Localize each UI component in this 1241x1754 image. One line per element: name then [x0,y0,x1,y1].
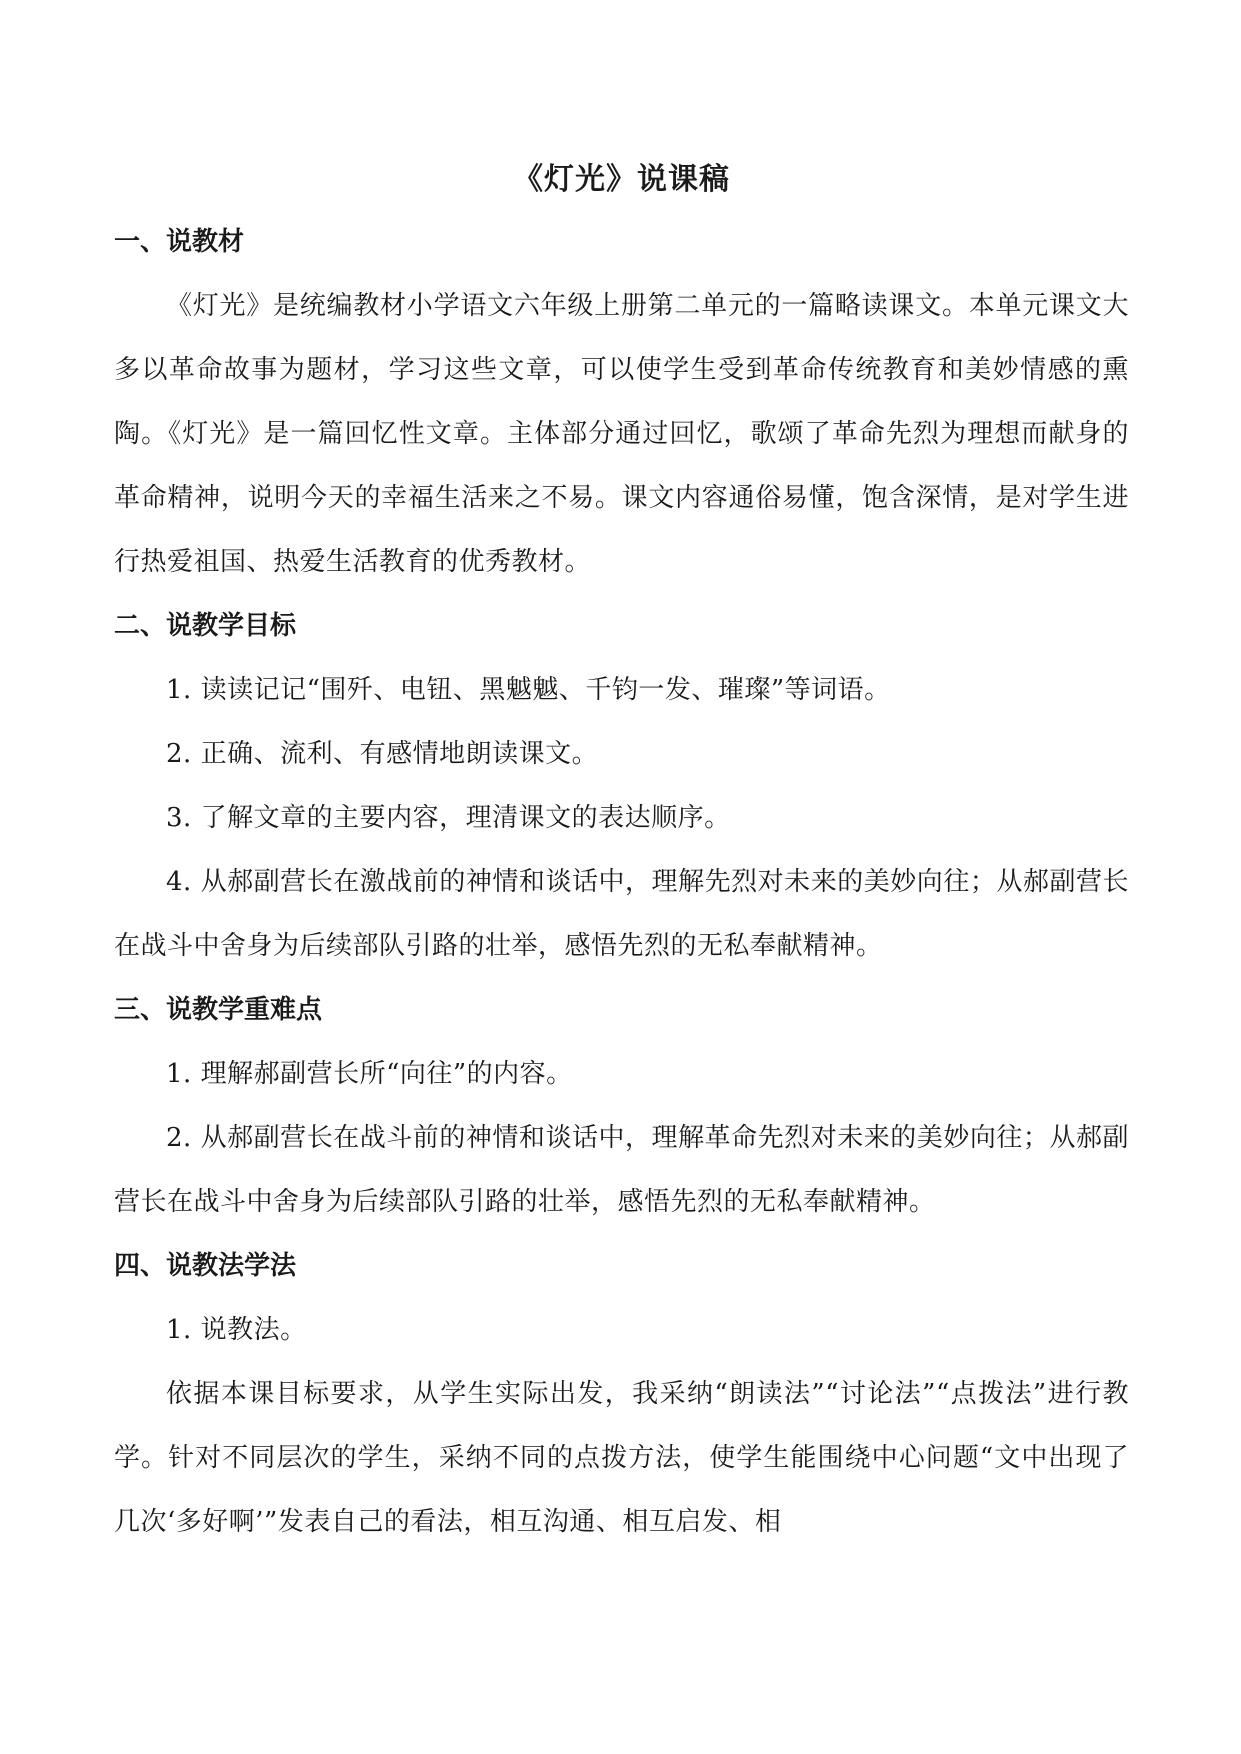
objective-item-2: 2. 正确、流利、有感情地朗读课文。 [166,739,599,769]
document-title: 《灯光》说课稿 [513,162,730,197]
key-point-item-1: 1. 理解郝副营长所“向往”的内容。 [166,1059,573,1089]
paragraph-teaching-material: 《灯光》是统编教材小学语文六年级上册第二单元的一篇略读课文。本单元课文大多以革命故事为题材，学习这些文章，可以使学生受到革命传统教育和美妙情感的熏陶。《灯光》是一篇回忆性文章。主体部分通过回忆，歌颂了革命先烈为理想而献身的革命精神，说明今天的幸福生活来之不易。课文内容通俗易懂，饱含深情，是对学生进行热爱祖国、热爱生活教育的优秀教材。 [114,291,1129,577]
key-point-item-2: 2. 从郝副营长在战斗前的神情和谈话中，理解革命先烈对未来的美妙向往；从郝副营长在战斗中舍身为后续部队引路的壮举，感悟先烈的无私奉献精神。 [114,1123,1129,1217]
objective-item-3: 3. 了解文章的主要内容，理清课文的表达顺序。 [166,803,731,833]
objective-item-4: 4. 从郝副营长在激战前的神情和谈话中，理解先烈对未来的美妙向往；从郝副营长在战斗中舍身为后续部队引路的壮举，感悟先烈的无私奉献精神。 [114,867,1129,961]
objective-item-1: 1. 读读记记“围歼、电钮、黑魆魆、千钧一发、璀璨”等词语。 [166,675,891,705]
document-page [114,150,1129,1554]
section-heading-key-points: 三、说教学重难点 [114,995,323,1025]
method-item-1: 1. 说教法。 [166,1315,307,1345]
section-heading-teaching-material: 一、说教材 [114,227,245,257]
section-heading-teaching-objectives: 二、说教学目标 [114,611,297,641]
section-heading-methods: 四、说教法学法 [114,1251,297,1281]
paragraph-methods: 依据本课目标要求，从学生实际出发，我采纳“朗读法”“讨论法”“点拨法”进行教学。针对不同层次的学生，采纳不同的点拨方法，使学生能围绕中心问题“文中出现了几次‘多好啊’”发表自己的看法，相互沟通、相互启发、相 [114,1379,1129,1537]
